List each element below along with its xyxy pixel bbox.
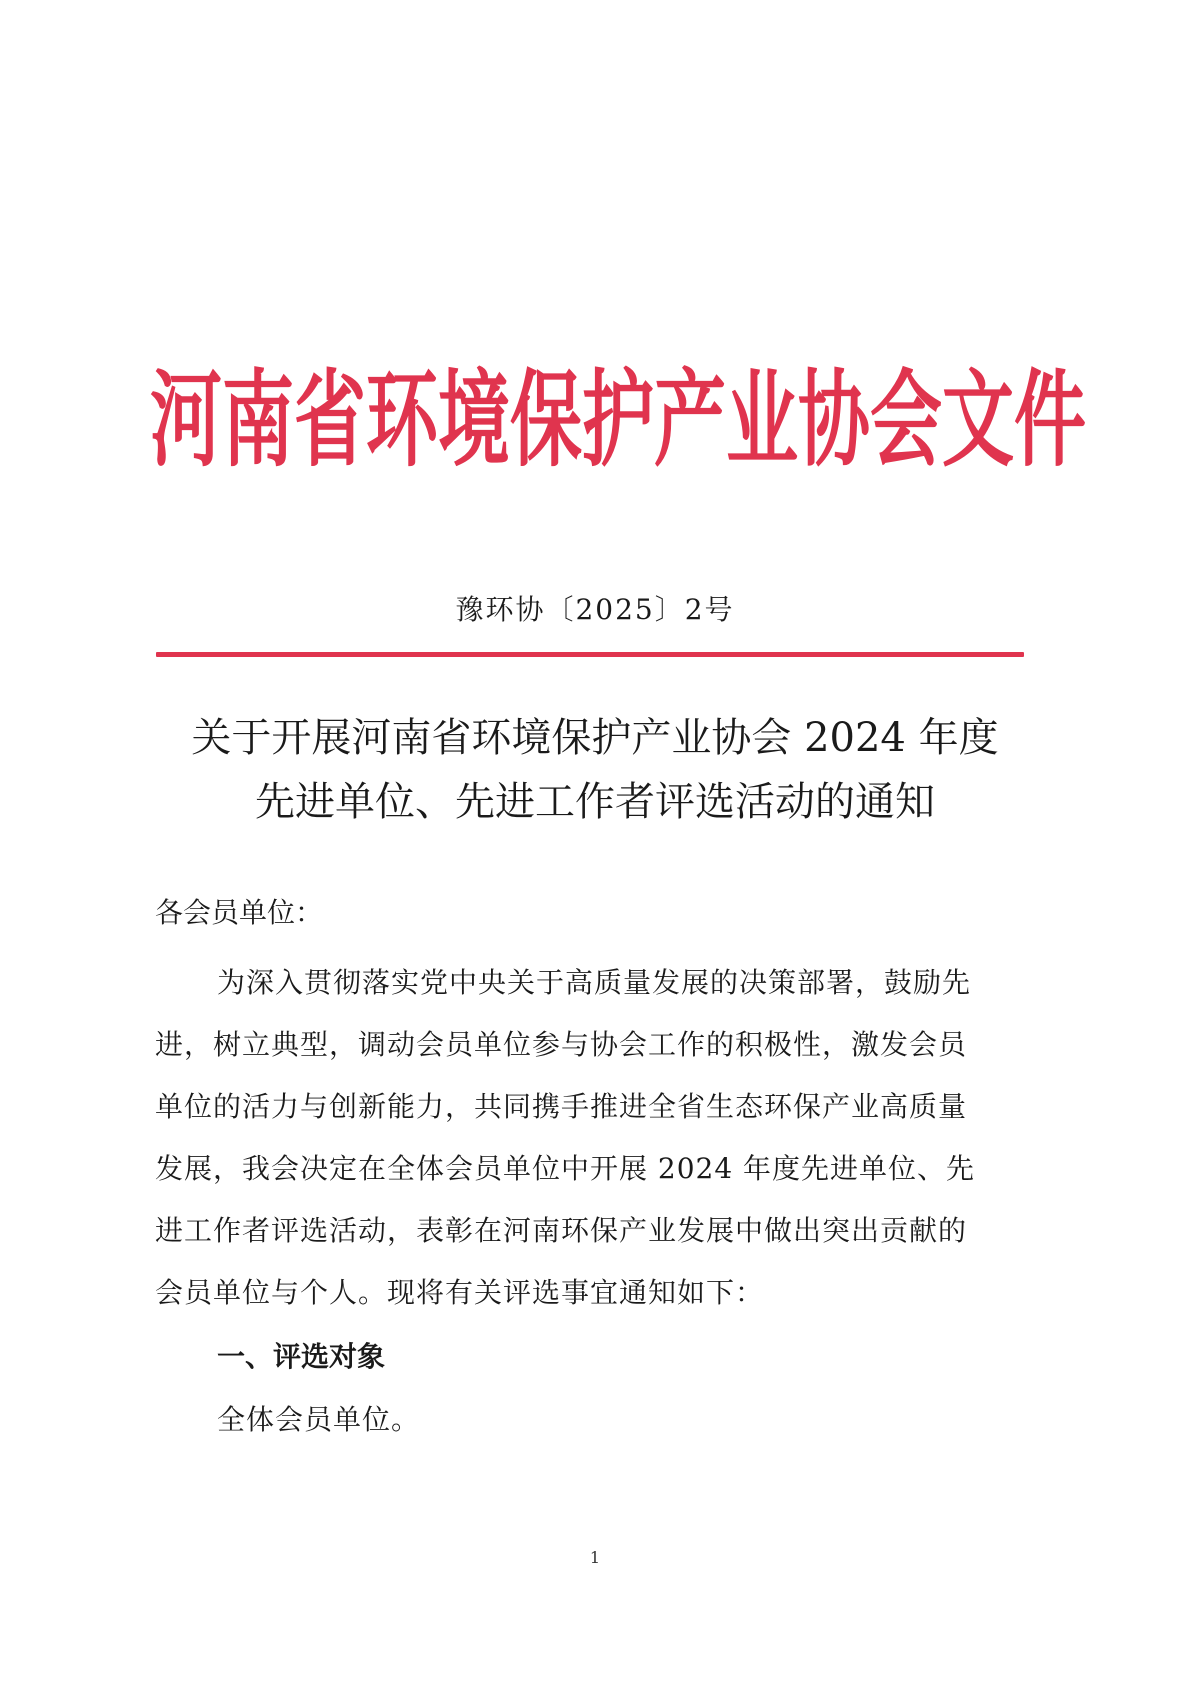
body-paragraph <box>155 952 1035 1324</box>
section-text: 全体会员单位。 <box>217 1403 421 1436</box>
document-number: 豫环协〔2025〕2号 <box>455 593 735 626</box>
page-number: 1 <box>589 1548 601 1567</box>
section-heading: 一、评选对象 <box>217 1340 386 1373</box>
salutation: 各会员单位： <box>155 896 324 929</box>
body-line: 为深入贯彻落实党中央关于高质量发展的决策部署，鼓励先 <box>217 966 972 999</box>
red-divider <box>156 652 1024 657</box>
title-line-1: 关于开展河南省环境保护产业协会 2024 年度 <box>191 715 999 761</box>
notice-title <box>0 706 1190 834</box>
body-line: 发展，我会决定在全体会员单位中开展 2024 年度先进单位、先 <box>155 1152 976 1185</box>
masthead-title: 河南省环境保护产业协会文件 <box>150 357 1087 481</box>
body-line: 会员单位与个人。现将有关评选事宜通知如下： <box>155 1276 765 1309</box>
body-line: 进工作者评选活动，表彰在河南环保产业发展中做出突出贡献的 <box>155 1214 968 1247</box>
title-line-2: 先进单位、先进工作者评选活动的通知 <box>255 779 935 825</box>
body-line: 进，树立典型，调动会员单位参与协会工作的积极性，激发会员 <box>155 1028 968 1061</box>
body-line: 单位的活力与创新能力，共同携手推进全省生态环保产业高质量 <box>155 1090 968 1123</box>
